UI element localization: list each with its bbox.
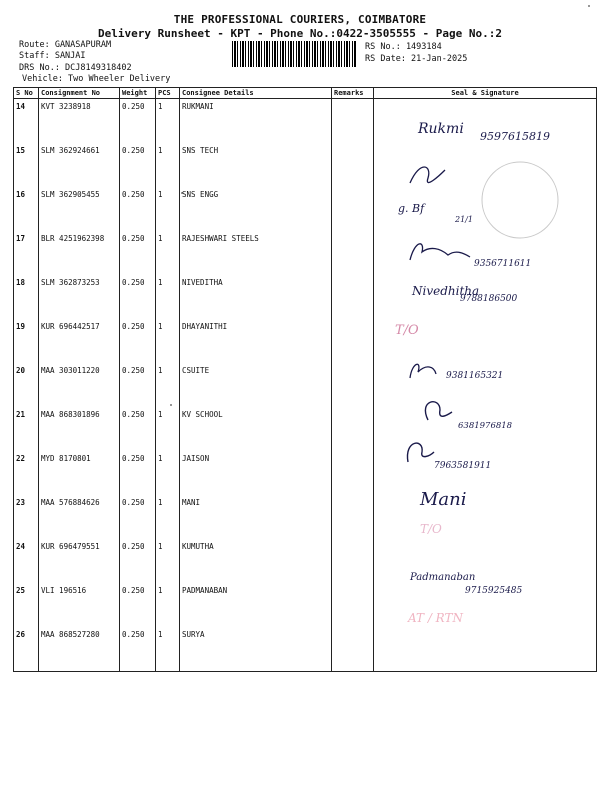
cell-consignment: MAA 868301896 bbox=[39, 407, 120, 451]
cell-weight: 0.250 bbox=[120, 451, 156, 495]
header-weight: Weight bbox=[120, 88, 156, 99]
cell-consignee: NIVEDITHA bbox=[180, 275, 332, 319]
cell-weight: 0.250 bbox=[120, 627, 156, 672]
cell-remarks bbox=[332, 583, 374, 627]
cell-consignment: KUR 696479551 bbox=[39, 539, 120, 583]
table-row bbox=[14, 627, 597, 672]
runsheet-title: Delivery Runsheet - KPT - Phone No.:0422-3505555 - Page No.:2 bbox=[98, 27, 502, 40]
route-label: Route: GANASAPURAM bbox=[19, 40, 112, 50]
cell-pcs: 1 bbox=[156, 363, 180, 407]
cell-consignee: KUMUTHA bbox=[180, 539, 332, 583]
signature-sns-engg: g. Bf bbox=[398, 202, 425, 215]
phone-padmanaban: 9715925485 bbox=[465, 586, 523, 596]
cell-weight: 0.250 bbox=[120, 143, 156, 187]
barcode bbox=[232, 41, 356, 67]
cell-pcs: 1 bbox=[156, 143, 180, 187]
cell-signature bbox=[374, 583, 597, 627]
cell-pcs: 1 bbox=[156, 407, 180, 451]
rs-number: RS No.: 1493184 bbox=[365, 42, 442, 52]
cell-consignee: SURYA bbox=[180, 627, 332, 672]
cell-pcs: 1 bbox=[156, 583, 180, 627]
phone-rukmani: 9597615819 bbox=[480, 130, 550, 143]
cell-weight: 0.250 bbox=[120, 583, 156, 627]
cell-weight: 0.250 bbox=[120, 363, 156, 407]
cell-remarks bbox=[332, 99, 374, 144]
cell-consignee: CSUITE bbox=[180, 363, 332, 407]
cell-sno: 14 bbox=[14, 99, 39, 144]
cell-remarks bbox=[332, 451, 374, 495]
cell-sno: 20 bbox=[14, 363, 39, 407]
cell-remarks bbox=[332, 627, 374, 672]
header-sno: S No bbox=[14, 88, 39, 99]
note-surya: AT / RTN bbox=[408, 611, 464, 625]
table-row bbox=[14, 363, 597, 407]
cell-consignee: SNS TECH bbox=[180, 143, 332, 187]
vehicle-label: Vehicle: Two Wheeler Delivery bbox=[22, 74, 171, 84]
cell-remarks bbox=[332, 363, 374, 407]
note-kumutha: T/O bbox=[420, 522, 442, 536]
cell-sno: 25 bbox=[14, 583, 39, 627]
cell-signature bbox=[374, 495, 597, 539]
signature-niveditha: Nivedhitha bbox=[412, 284, 480, 298]
cell-remarks bbox=[332, 187, 374, 231]
cell-pcs: 1 bbox=[156, 187, 180, 231]
cell-signature bbox=[374, 275, 597, 319]
signature-date: 21/1 bbox=[455, 215, 473, 224]
cell-sno: 16 bbox=[14, 187, 39, 231]
rs-date: RS Date: 21-Jan-2025 bbox=[365, 54, 468, 64]
table-row bbox=[14, 99, 597, 144]
phone-jaison: 7963581911 bbox=[434, 461, 492, 471]
cell-remarks bbox=[332, 539, 374, 583]
cell-remarks bbox=[332, 407, 374, 451]
cell-sno: 19 bbox=[14, 319, 39, 363]
cell-pcs: 1 bbox=[156, 495, 180, 539]
cell-sno: 17 bbox=[14, 231, 39, 275]
cell-consignee: MANI bbox=[180, 495, 332, 539]
cell-consignment: BLR 4251962398 bbox=[39, 231, 120, 275]
cell-sno: 18 bbox=[14, 275, 39, 319]
cell-sno: 22 bbox=[14, 451, 39, 495]
header-pcs: PCS bbox=[156, 88, 180, 99]
cell-consignment: MAA 576884626 bbox=[39, 495, 120, 539]
cell-consignee: RAJESHWARI STEELS bbox=[180, 231, 332, 275]
cell-signature bbox=[374, 539, 597, 583]
cell-pcs: 1 bbox=[156, 451, 180, 495]
phone-kv-school: 6381976818 bbox=[458, 421, 513, 431]
runsheet-table bbox=[13, 87, 597, 672]
cell-consignment: KUR 696442517 bbox=[39, 319, 120, 363]
phone-csuite: 9381165321 bbox=[446, 371, 504, 381]
table-row bbox=[14, 187, 597, 231]
table-row bbox=[14, 583, 597, 627]
cell-consignee: DHAYANITHI bbox=[180, 319, 332, 363]
cell-consignment: VLI 196516 bbox=[39, 583, 120, 627]
cell-weight: 0.250 bbox=[120, 231, 156, 275]
cell-signature bbox=[374, 99, 597, 144]
cell-pcs: 1 bbox=[156, 275, 180, 319]
cell-weight: 0.250 bbox=[120, 319, 156, 363]
cell-consignment: MAA 868527280 bbox=[39, 627, 120, 672]
staff-label: Staff: SANJAI bbox=[19, 51, 86, 61]
cell-sno: 23 bbox=[14, 495, 39, 539]
phone-rajeshwari: 9356711611 bbox=[474, 259, 532, 269]
phone-niveditha: 9788186500 bbox=[460, 294, 518, 304]
cell-pcs: 1 bbox=[156, 627, 180, 672]
table-row bbox=[14, 231, 597, 275]
cell-remarks bbox=[332, 495, 374, 539]
cell-consignment: KVT 3238918 bbox=[39, 99, 120, 144]
table-row bbox=[14, 319, 597, 363]
cell-consignee: SNS ENGG bbox=[180, 187, 332, 231]
cell-remarks bbox=[332, 143, 374, 187]
cell-weight: 0.250 bbox=[120, 99, 156, 144]
cell-consignment: SLM 362924661 bbox=[39, 143, 120, 187]
note-dhayanithi: T/O bbox=[395, 323, 419, 338]
signature-padmanaban: Padmanaban bbox=[410, 572, 476, 583]
cell-pcs: 1 bbox=[156, 99, 180, 144]
cell-signature bbox=[374, 627, 597, 672]
table-row bbox=[14, 539, 597, 583]
cell-signature bbox=[374, 319, 597, 363]
cell-weight: 0.250 bbox=[120, 407, 156, 451]
company-title: THE PROFESSIONAL COURIERS, COIMBATORE bbox=[173, 13, 427, 26]
cell-pcs: 1 bbox=[156, 319, 180, 363]
cell-signature bbox=[374, 143, 597, 187]
cell-consignment: SLM 362873253 bbox=[39, 275, 120, 319]
cell-sno: 26 bbox=[14, 627, 39, 672]
table-row bbox=[14, 451, 597, 495]
cell-remarks bbox=[332, 275, 374, 319]
cell-consignee: KV SCHOOL bbox=[180, 407, 332, 451]
table-row bbox=[14, 495, 597, 539]
header-consignment: Consignment No bbox=[39, 88, 120, 99]
cell-weight: 0.250 bbox=[120, 187, 156, 231]
header-consignee: Consignee Details bbox=[180, 88, 332, 99]
cell-remarks bbox=[332, 231, 374, 275]
cell-weight: 0.250 bbox=[120, 539, 156, 583]
cell-weight: 0.250 bbox=[120, 275, 156, 319]
cell-consignee: PADMANABAN bbox=[180, 583, 332, 627]
table-row bbox=[14, 143, 597, 187]
cell-consignment: MYD 8170801 bbox=[39, 451, 120, 495]
scan-speck bbox=[588, 5, 590, 7]
table-row bbox=[14, 275, 597, 319]
cell-signature bbox=[374, 187, 597, 231]
drs-number: DRS No.: DCJ8149318402 bbox=[19, 63, 132, 73]
header-seal-signature: Seal & Signature bbox=[374, 88, 597, 99]
cell-signature bbox=[374, 451, 597, 495]
cell-sno: 24 bbox=[14, 539, 39, 583]
cell-sno: 21 bbox=[14, 407, 39, 451]
signature-rukmani: Rukmi bbox=[418, 121, 464, 137]
cell-signature bbox=[374, 231, 597, 275]
cell-consignee: JAISON bbox=[180, 451, 332, 495]
cell-sno: 15 bbox=[14, 143, 39, 187]
signature-mani: Mani bbox=[420, 489, 467, 510]
cell-weight: 0.250 bbox=[120, 495, 156, 539]
cell-consignment: SLM 362905455 bbox=[39, 187, 120, 231]
cell-remarks bbox=[332, 319, 374, 363]
table-row bbox=[14, 407, 597, 451]
header-remarks: Remarks bbox=[332, 88, 374, 99]
cell-pcs: 1 bbox=[156, 539, 180, 583]
cell-consignee: RUKMANI bbox=[180, 99, 332, 144]
cell-pcs: 1 bbox=[156, 231, 180, 275]
cell-signature bbox=[374, 407, 597, 451]
cell-consignment: MAA 303011220 bbox=[39, 363, 120, 407]
cell-signature bbox=[374, 363, 597, 407]
table-header-row bbox=[14, 88, 597, 99]
